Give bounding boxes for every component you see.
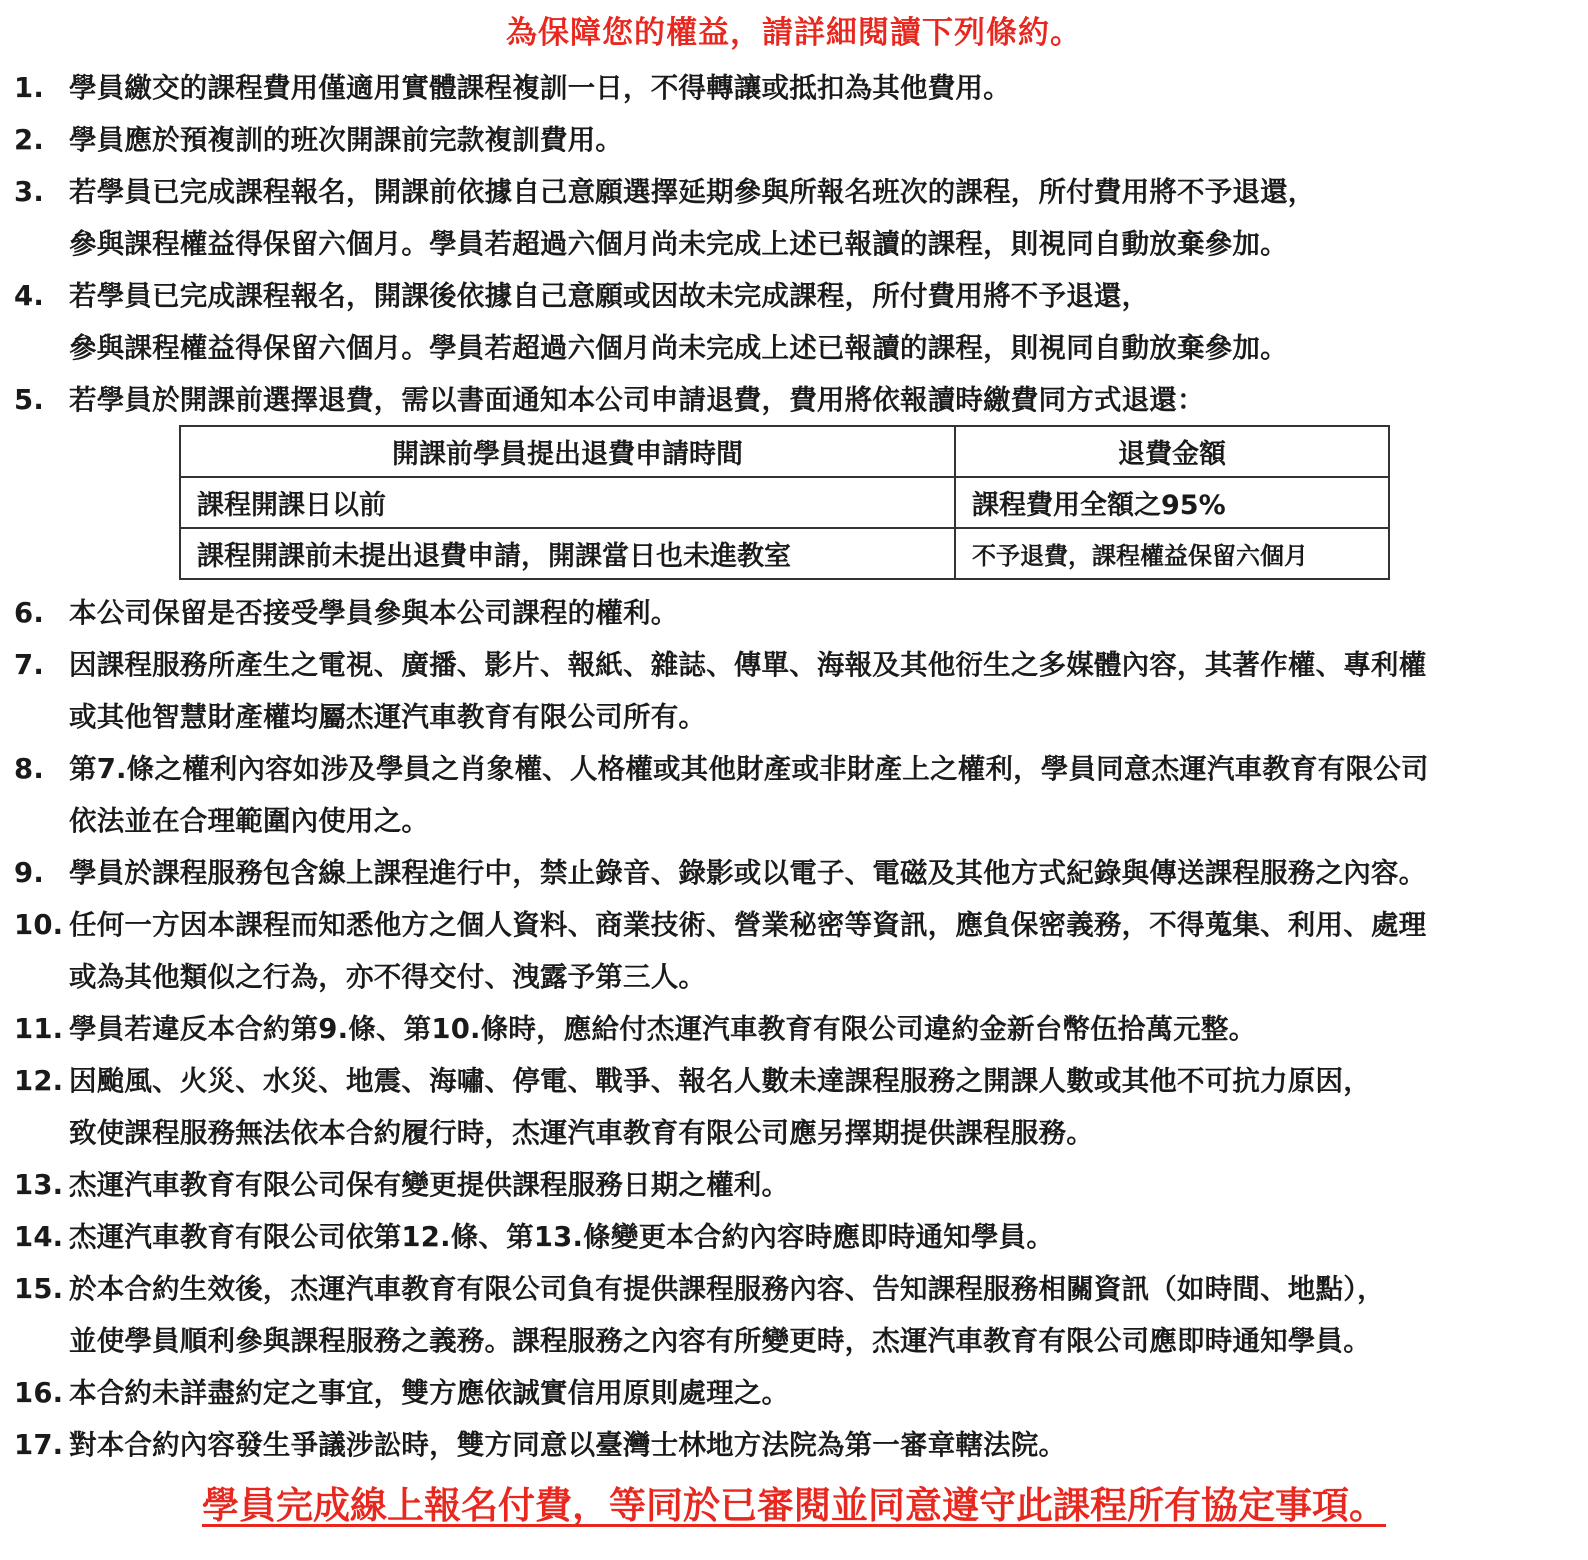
clause-number: 7. bbox=[14, 649, 44, 681]
clause-number: 9. bbox=[14, 857, 44, 889]
clause-text: 致使課程服務無法依本合約履行時，杰運汽車教育有限公司應另擇期提供課程服務。 bbox=[69, 1117, 1094, 1149]
clause-number: 12. bbox=[14, 1065, 64, 1097]
clause-text: 依法並在合理範圍內使用之。 bbox=[69, 805, 430, 837]
table-cell: 課程費用全額之95% bbox=[955, 477, 1389, 528]
clause-text: 參與課程權益得保留六個月。學員若超過六個月尚未完成上述已報讀的課程，則視同自動放棄參加。 bbox=[69, 228, 1288, 260]
clause-number: 11. bbox=[14, 1013, 64, 1045]
clause-number: 8. bbox=[14, 753, 44, 785]
clause-number: 2. bbox=[14, 124, 44, 156]
clause-text: 學員應於預複訓的班次開課前完款複訓費用。 bbox=[69, 124, 623, 156]
agreement-notice bbox=[0, 1476, 1588, 1536]
clause-text: 杰運汽車教育有限公司保有變更提供課程服務日期之權利。 bbox=[69, 1169, 790, 1201]
clause-number: 5. bbox=[14, 384, 44, 416]
table-row bbox=[180, 477, 1389, 528]
table-header-cell: 開課前學員提出退費申請時間 bbox=[180, 426, 955, 477]
clause-text: 本公司保留是否接受學員參與本公司課程的權利。 bbox=[69, 597, 679, 629]
clause-text: 第7.條之權利內容如涉及學員之肖象權、人格權或其他財產或非財產上之權利，學員同意杰運汽車教育有限公司 bbox=[69, 753, 1429, 785]
clause-text: 參與課程權益得保留六個月。學員若超過六個月尚未完成上述已報讀的課程，則視同自動放棄參加。 bbox=[69, 332, 1288, 364]
table-header-row bbox=[180, 426, 1389, 477]
table-cell: 不予退費，課程權益保留六個月 bbox=[955, 528, 1389, 579]
clause-text: 杰運汽車教育有限公司依第12.條、第13.條變更本合約內容時應即時通知學員。 bbox=[69, 1221, 1055, 1253]
table-row bbox=[180, 528, 1389, 579]
clause-number: 3. bbox=[14, 176, 44, 208]
clause-number: 10. bbox=[14, 909, 64, 941]
page-title: 為保障您的權益，請詳細閱讀下列條約。 bbox=[506, 15, 1082, 51]
clause-number: 6. bbox=[14, 597, 44, 629]
clause-text: 學員於課程服務包含線上課程進行中，禁止錄音、錄影或以電子、電磁及其他方式紀錄與傳送課程服務之內容。 bbox=[69, 857, 1427, 889]
clause-number: 14. bbox=[14, 1221, 64, 1253]
clause-text: 並使學員順利參與課程服務之義務。課程服務之內容有所變更時，杰運汽車教育有限公司應即時通知學員。 bbox=[69, 1325, 1371, 1357]
clause-text: 因課程服務所產生之電視、廣播、影片、報紙、雜誌、傳單、海報及其他衍生之多媒體內容，其著作權、專利權 bbox=[69, 649, 1427, 681]
clause-text: 若學員已完成課程報名，開課後依據自己意願或因故未完成課程，所付費用將不予退還， bbox=[69, 280, 1150, 312]
clause-text: 本合約未詳盡約定之事宜，雙方應依誠實信用原則處理之。 bbox=[69, 1377, 790, 1409]
clause-number: 1. bbox=[14, 72, 44, 104]
refund-table bbox=[179, 425, 1390, 580]
clause-number: 16. bbox=[14, 1377, 64, 1409]
clause-text: 因颱風、火災、水災、地震、海嘯、停電、戰爭、報名人數未達課程服務之開課人數或其他不可抗力原因， bbox=[69, 1065, 1371, 1097]
table-header-cell: 退費金額 bbox=[955, 426, 1389, 477]
clause-number: 13. bbox=[14, 1169, 64, 1201]
table-cell: 課程開課前未提出退費申請，開課當日也未進教室 bbox=[180, 528, 955, 579]
clause-text: 若學員已完成課程報名，開課前依據自己意願選擇延期參與所報名班次的課程，所付費用將不予退還， bbox=[69, 176, 1316, 208]
agreement-notice-text: 學員完成線上報名付費，等同於已審閱並同意遵守此課程所有協定事項。 bbox=[202, 1484, 1386, 1527]
clause-text: 於本合約生效後，杰運汽車教育有限公司負有提供課程服務內容、告知課程服務相關資訊（如時間、地點）， bbox=[69, 1273, 1385, 1305]
clause-text: 學員若違反本合約第9.條、第10.條時，應給付杰運汽車教育有限公司違約金新台幣伍拾萬元整。 bbox=[69, 1013, 1257, 1045]
clause-number: 17. bbox=[14, 1429, 64, 1461]
clause-number: 15. bbox=[14, 1273, 64, 1305]
clause-text: 若學員於開課前選擇退費，需以書面通知本公司申請退費，費用將依報讀時繳費同方式退還： bbox=[69, 384, 1205, 416]
clause-text: 對本合約內容發生爭議涉訟時，雙方同意以臺灣士林地方法院為第一審章轄法院。 bbox=[69, 1429, 1067, 1461]
clause-text: 學員繳交的課程費用僅適用實體課程複訓一日，不得轉讓或抵扣為其他費用。 bbox=[69, 72, 1011, 104]
clause-text: 任何一方因本課程而知悉他方之個人資料、商業技術、營業秘密等資訊，應負保密義務，不得蒐集、利用、處理 bbox=[69, 909, 1427, 941]
clause-number: 4. bbox=[14, 280, 44, 312]
clause-text: 或為其他類似之行為，亦不得交付、洩露予第三人。 bbox=[69, 961, 707, 993]
table-cell: 課程開課日以前 bbox=[180, 477, 955, 528]
clause-text: 或其他智慧財產權均屬杰運汽車教育有限公司所有。 bbox=[69, 701, 707, 733]
